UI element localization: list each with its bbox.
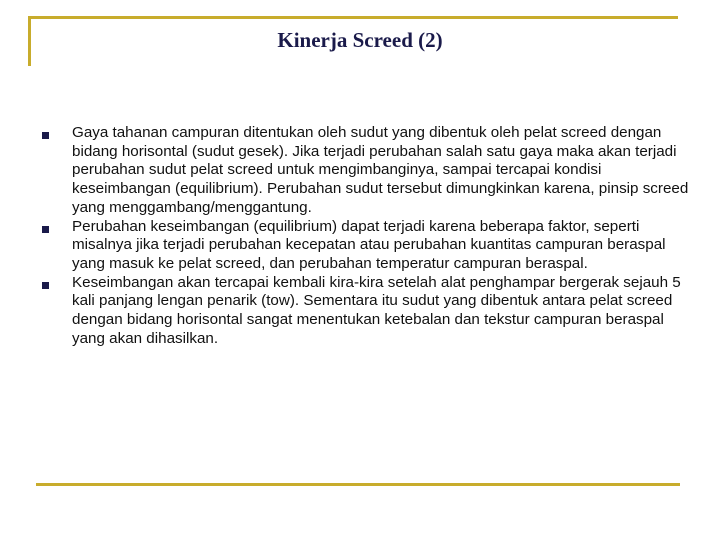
bullet-text: Gaya tahanan campuran ditentukan oleh sudut yang dibentuk oleh pelat screed dengan bidang horisontal (sudut gesek). Jika terjadi perubahan salah satu gaya maka akan terjadi perubahan sudut pelat screed untuk mengimbanginya, sampai tercapai kondisi keseimbangan (equilibrium). Perubahan sudut tersebut dimungkinkan karena, pinsip screed yang menggambang/menggantung. xyxy=(72,124,689,216)
square-bullet-icon xyxy=(42,132,49,139)
bullet-text: Perubahan keseimbangan (equilibrium) dapat terjadi karena beberapa faktor, seperti misalnya jika terjadi perubahan kecepatan atau perubahan kuantitas campuran beraspal yang masuk ke pelat screed, dan perubahan temperatur campuran beraspal. xyxy=(72,217,666,272)
frame-top-rule xyxy=(28,16,678,19)
bullet-item xyxy=(42,218,690,274)
square-bullet-icon xyxy=(42,282,49,289)
frame-bottom-rule xyxy=(36,483,680,486)
bullet-text: Keseimbangan akan tercapai kembali kira-kira setelah alat penghampar bergerak sejauh 5 kali panjang lengan penarik (tow). Sementara itu sudut yang dibentuk antara pelat screed dengan bidang horisontal sangat menentukan ketebalan dan tekstur campuran beraspal yang akan dihasilkan. xyxy=(72,273,681,347)
square-bullet-icon xyxy=(42,226,49,233)
slide-title: Kinerja Screed (2) xyxy=(277,28,443,52)
bullet-list xyxy=(42,124,690,348)
bullet-item xyxy=(42,124,690,218)
bullet-item xyxy=(42,274,690,349)
